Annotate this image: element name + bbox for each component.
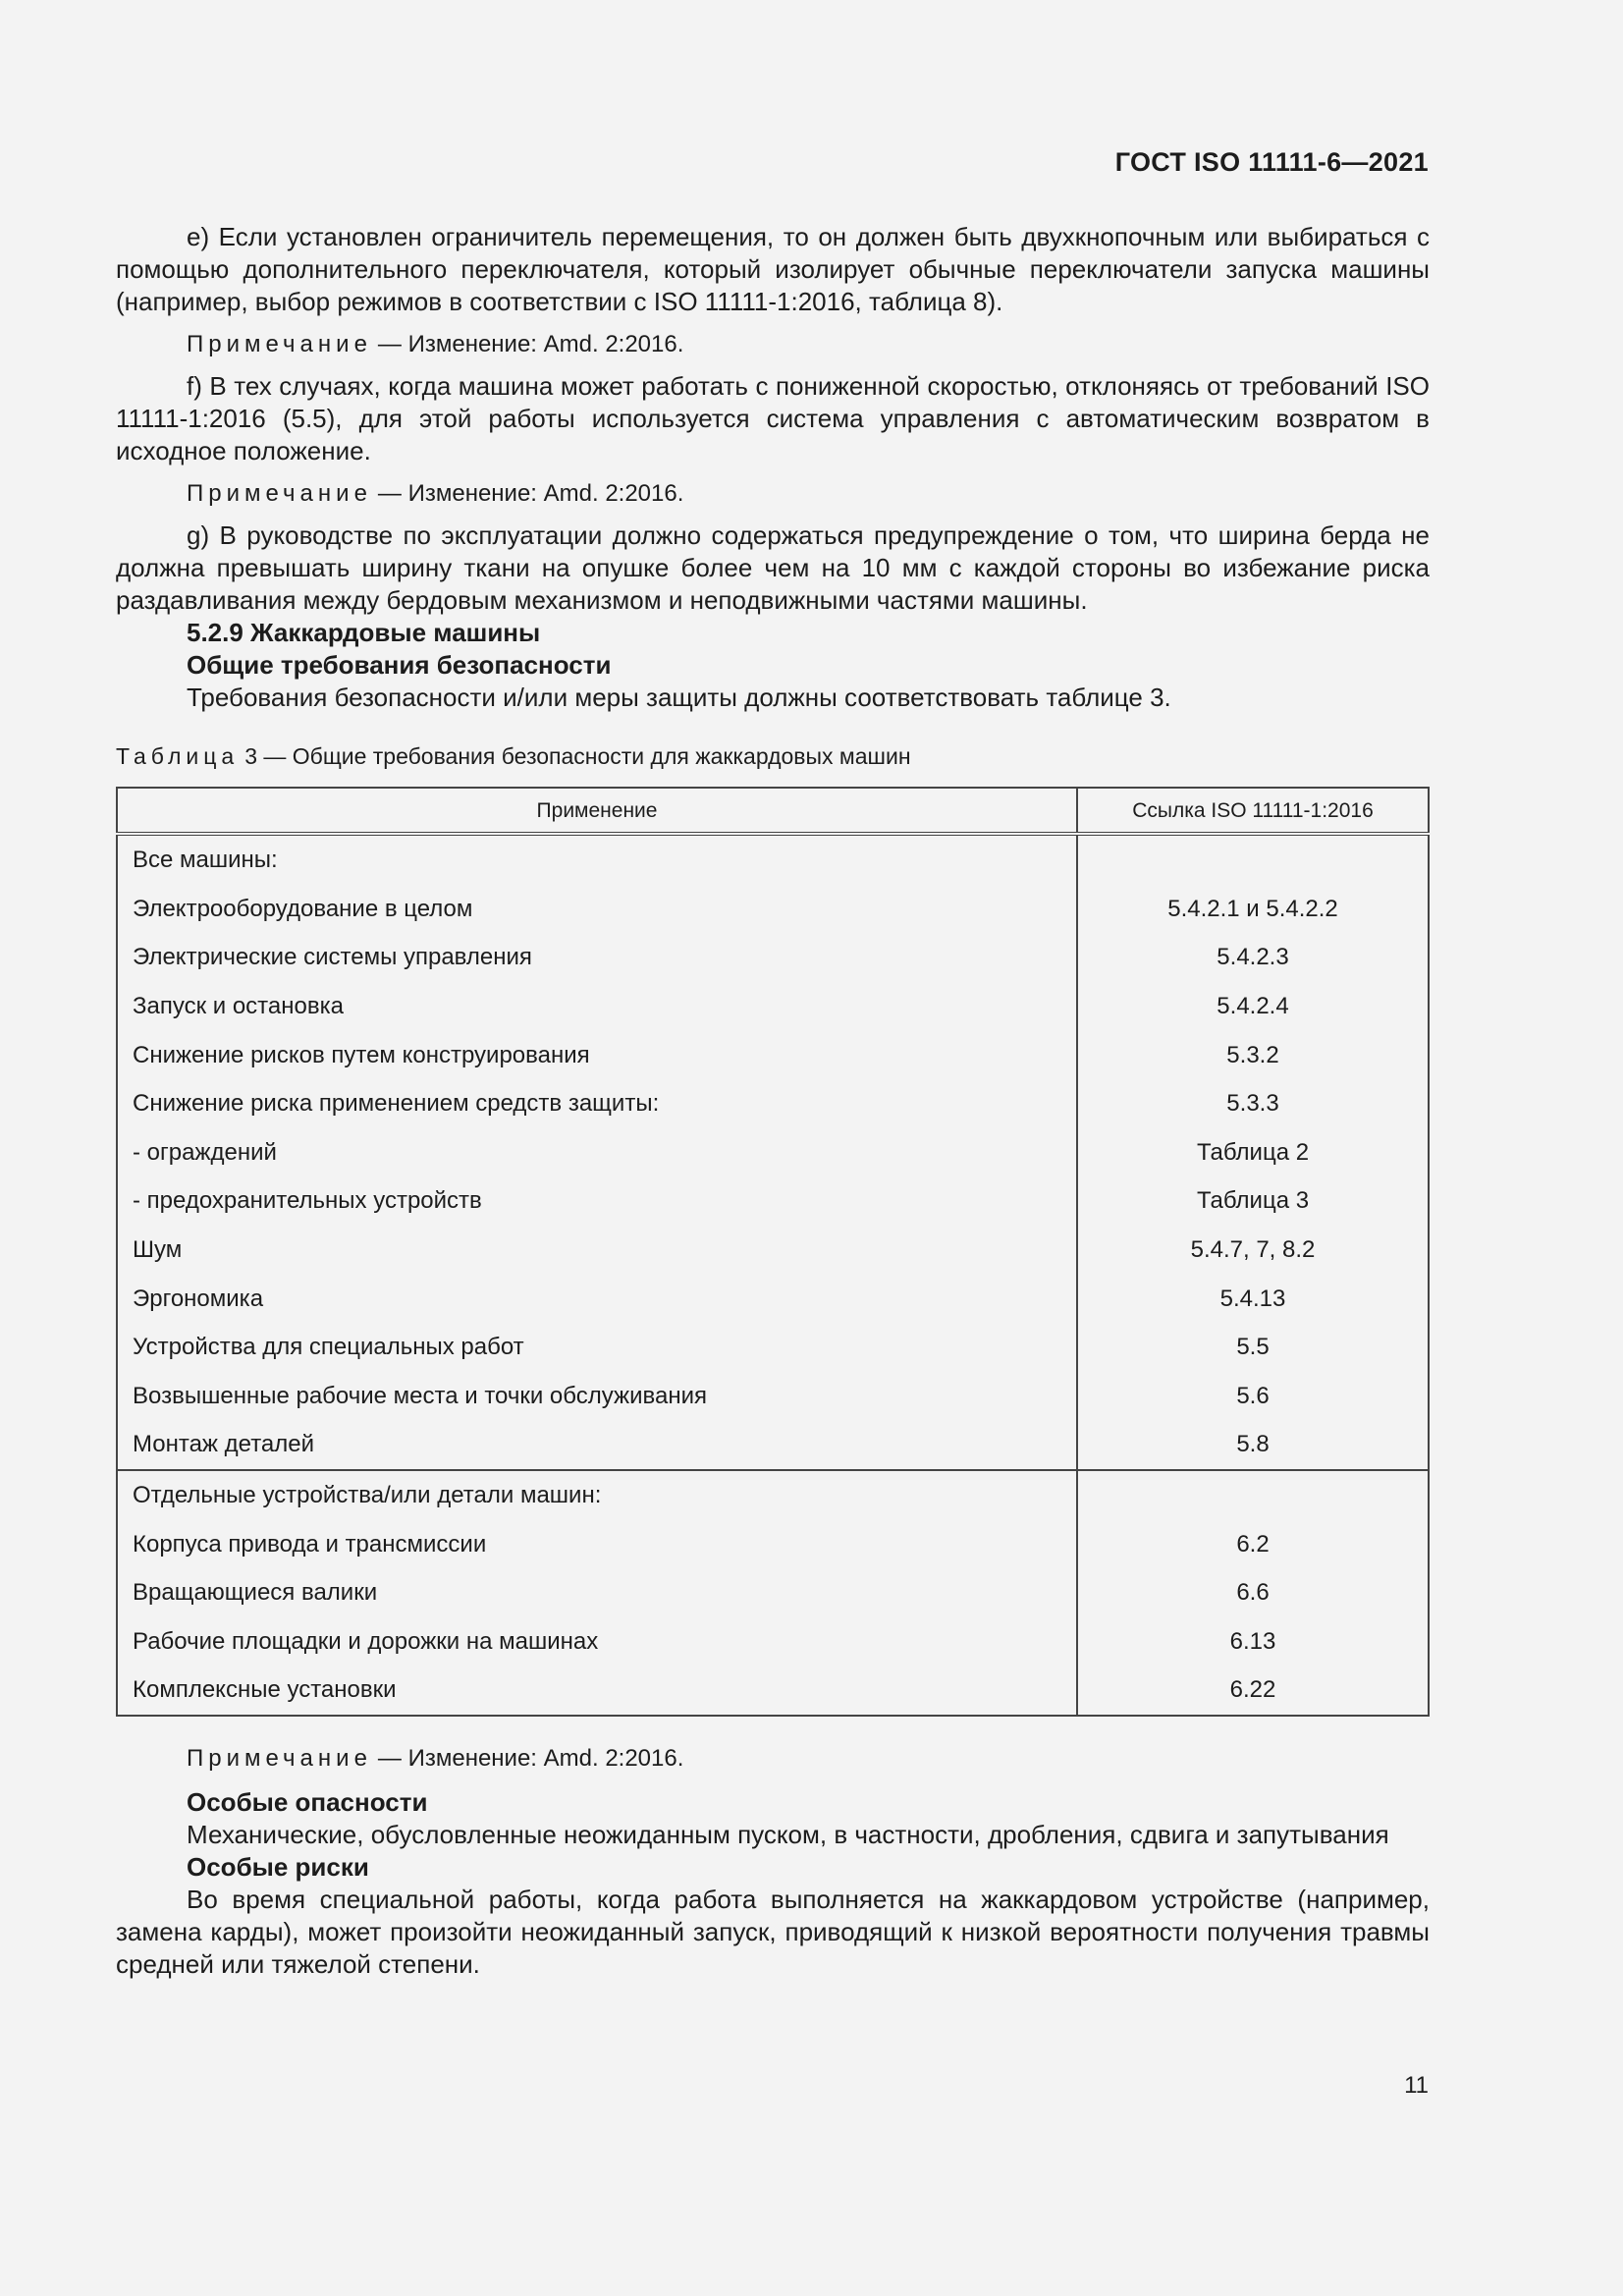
table-header-row: [117, 788, 1429, 834]
requirements-table: [116, 787, 1430, 1717]
note-label: Примечание: [187, 480, 372, 507]
header-application: Применение: [117, 788, 1077, 834]
item-g-text: g) В руководстве по эксплуатации должно содержаться предупреждение о том, что ширина берда не должна превышать ширину ткани на опушке более чем на 10 мм с каждой стороны во избежание риска раздавливания между бердовым механизмом и неподвижными частями машины.: [116, 520, 1430, 615]
page-number: 11: [1404, 2072, 1429, 2099]
table-row: [117, 1519, 1429, 1568]
cell-application: Устройства для специальных работ: [117, 1323, 1077, 1372]
cell-reference: Таблица 3: [1196, 1187, 1310, 1215]
cell-reference: 6.2: [1236, 1530, 1270, 1558]
cell-reference: 6.6: [1236, 1579, 1270, 1607]
cell-application: Все машины:: [117, 834, 1077, 885]
cell-reference: 5.4.7, 7, 8.2: [1190, 1236, 1316, 1264]
cell-reference: 5.4.2.3: [1217, 944, 1289, 971]
hazards-text: Механические, обусловленные неожиданным пуском, в частности, дробления, сдвига и запутывания: [187, 1819, 1389, 1849]
section-title: 5.2.9 Жаккардовые машины: [187, 618, 541, 647]
cell-application: Рабочие площадки и дорожки на машинах: [117, 1617, 1077, 1667]
cell-reference: 5.5: [1236, 1334, 1270, 1361]
table-row: [117, 1568, 1429, 1617]
cell-application: Запуск и остановка: [117, 982, 1077, 1031]
cell-reference: 5.4.13: [1219, 1285, 1286, 1312]
section-subheading: Общие требования безопасности: [187, 650, 612, 680]
note-label: Примечание: [187, 331, 372, 357]
table-row: [117, 1470, 1429, 1520]
table-row: [117, 933, 1429, 982]
table-row: [117, 1323, 1429, 1372]
document-header: ГОСТ ISO 11111-6—2021: [1114, 147, 1429, 177]
table-caption: [116, 741, 1430, 771]
cell-reference: 5.3.2: [1226, 1041, 1279, 1068]
cell-application: Монтаж деталей: [117, 1420, 1077, 1470]
item-e-text: e) Если установлен ограничитель перемещения, то он должен быть двухкнопочным или выбираться с помощью дополнительного переключателя, который изолирует обычные переключатели запуска машины (например, выбор режимов в соответствии с ISO 11111-1:2016, таблица 8).: [116, 222, 1430, 316]
cell-reference: 6.22: [1077, 1666, 1429, 1716]
table-caption-text: 3 — Общие требования безопасности для жаккардовых машин: [244, 743, 911, 769]
header-reference: Ссылка ISO 11111-1:2016: [1077, 788, 1429, 834]
item-f-text: f) В тех случаях, когда машина может работать с пониженной скоростью, отклоняясь от требований ISO 11111-1:2016 (5.5), для этой работы используется система управления с автоматическим возвратом в исходное положение.: [116, 371, 1430, 465]
risks-heading: Особые риски: [187, 1851, 369, 1882]
table-row: [117, 1128, 1429, 1177]
cell-reference: Таблица 2: [1196, 1138, 1310, 1166]
table-row: [117, 1617, 1429, 1667]
cell-application: Снижение рисков путем конструирования: [117, 1030, 1077, 1079]
cell-application: Вращающиеся валики: [117, 1568, 1077, 1617]
cell-reference: 5.6: [1236, 1382, 1270, 1409]
cell-reference: 5.8: [1077, 1420, 1429, 1470]
cell-application: - предохранительных устройств: [117, 1176, 1077, 1226]
table-row: [117, 1176, 1429, 1226]
cell-application: Электрические системы управления: [117, 933, 1077, 982]
cell-reference: 5.4.2.1 и 5.4.2.2: [1167, 895, 1338, 922]
risks-text: Во время специальной работы, когда работа выполняется на жаккардовом устройстве (например, замена карды), может произойти неожиданный запуск, приводящий к низкой вероятности получения травмы средней или тяжелой степени.: [116, 1884, 1430, 1979]
table-row: [117, 982, 1429, 1031]
note-text: — Изменение: Amd. 2:2016.: [377, 331, 684, 357]
table-row: [117, 1079, 1429, 1128]
table-row: [117, 1666, 1429, 1716]
table-row: [117, 1420, 1429, 1470]
cell-reference: [1077, 834, 1429, 885]
cell-reference: [1077, 1470, 1429, 1520]
cell-application: Шум: [117, 1226, 1077, 1275]
note-text: — Изменение: Amd. 2:2016.: [377, 1744, 684, 1772]
item-e-note: [187, 328, 1430, 360]
table-row: [117, 1226, 1429, 1275]
table-row: [117, 834, 1429, 885]
cell-application: Комплексные установки: [117, 1666, 1077, 1716]
table-note: [187, 1742, 1430, 1775]
hazards-heading: Особые опасности: [187, 1786, 428, 1817]
note-label: Примечание: [187, 1744, 372, 1772]
table-row: [117, 885, 1429, 934]
cell-reference: 5.3.3: [1226, 1090, 1279, 1118]
cell-application: Корпуса привода и трансмиссии: [117, 1519, 1077, 1568]
cell-application: Снижение риска применением средств защиты:: [117, 1079, 1077, 1128]
note-text: — Изменение: Amd. 2:2016.: [377, 480, 684, 507]
table-row: [117, 1274, 1429, 1323]
page-content: [116, 221, 1430, 1981]
section-intro: Требования безопасности и/или меры защиты должны соответствовать таблице 3.: [187, 683, 1171, 712]
cell-reference: 5.4.2.4: [1217, 993, 1289, 1020]
cell-reference: 6.13: [1229, 1627, 1276, 1655]
cell-application: Электрооборудование в целом: [117, 885, 1077, 934]
cell-application: Возвышенные рабочие места и точки обслуживания: [117, 1372, 1077, 1421]
table-body: [117, 834, 1429, 1716]
item-f-note: [187, 477, 1430, 510]
table-row: [117, 1372, 1429, 1421]
cell-application: Эргономика: [117, 1274, 1077, 1323]
table-row: [117, 1030, 1429, 1079]
table-caption-label: Таблица: [116, 743, 240, 769]
cell-application: - ограждений: [117, 1128, 1077, 1177]
cell-application: Отдельные устройства/или детали машин:: [117, 1470, 1077, 1520]
